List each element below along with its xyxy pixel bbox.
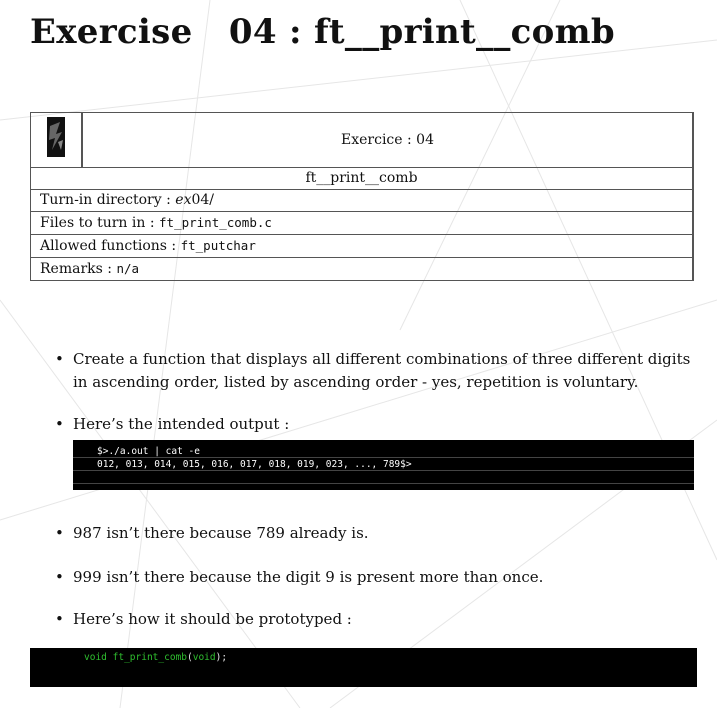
bullet-dot: • [55,350,64,368]
bullet-text: Here’s how it should be prototyped : [73,610,352,628]
school-42-logo-icon [46,116,66,158]
files-to-turn-in-row [31,212,694,235]
bullet-dot: • [55,415,64,433]
exercise-info-table [30,112,694,281]
bullet-item [55,608,700,631]
remarks-value: n/a [116,261,140,276]
turnin-value-italic: ex [175,192,192,208]
allowed-value: ft_putchar [180,238,256,253]
turnin-value: 04/ [191,192,214,208]
code-param-void: void [192,652,216,663]
bullet-item [55,413,700,436]
bullet-item [55,566,700,589]
files-label: Files to turn in : [40,215,160,231]
bullet-dot: • [55,610,64,628]
remarks-label: Remarks : [40,261,117,277]
bullet-text: 987 isn’t there because 789 already is. [73,524,369,542]
logo-cell [31,113,83,168]
bullet-dot: • [55,524,64,542]
remarks-row [31,258,694,281]
bullet-text: 999 isn’t there because the digit 9 is present more than once. [73,568,544,586]
files-value: ft_print_comb.c [159,215,272,230]
terminal-output-block [73,440,694,490]
exercice-number-cell: Exercice : 04 [82,113,693,168]
bullet-text: Create a function that displays all different combinations of three different digits in ascending order, listed by ascending order - yes, repetition is voluntary. [73,350,691,391]
allowed-label: Allowed functions : [40,238,181,254]
exercise-title: Exercise 04 : ft__print__comb [30,12,615,52]
terminal-line-output: 012, 013, 014, 015, 016, 017, 018, 019, 023, ..., 789$> [73,459,694,471]
terminal-line-empty [73,472,694,484]
code-paren-close: ); [215,652,228,663]
turnin-directory-row [31,190,694,212]
terminal-line-command: $>./a.out | cat -e [73,446,694,458]
turnin-label: Turn-in directory : [40,192,176,208]
code-paren-open: ( [186,652,193,663]
bullet-text: Here’s the intended output : [73,415,290,433]
allowed-functions-row [31,235,694,258]
bullet-item [55,348,700,394]
bullet-dot: • [55,568,64,586]
code-function-name: ft_print_comb [112,652,187,663]
exercise-name-cell: ft__print__comb [31,168,694,190]
prototype-code-block [30,648,697,687]
bullet-item [55,522,700,545]
code-keyword-void: void [84,652,107,663]
